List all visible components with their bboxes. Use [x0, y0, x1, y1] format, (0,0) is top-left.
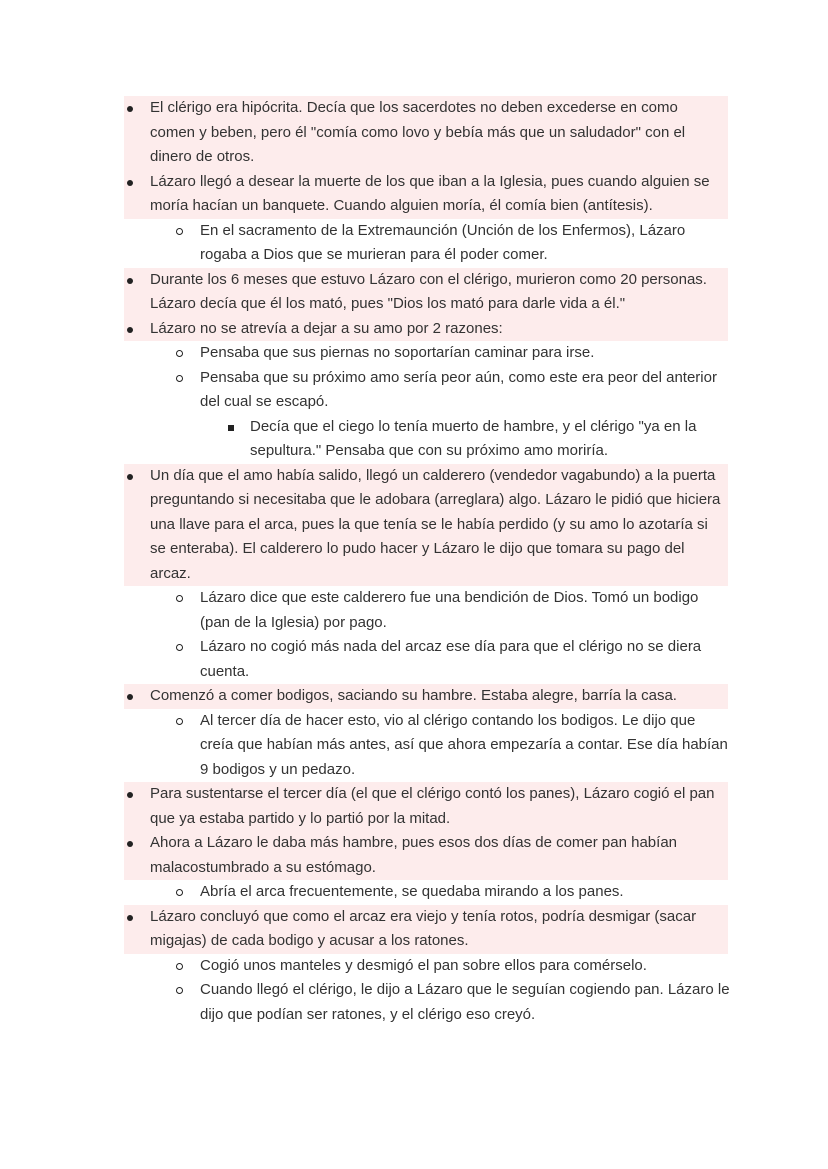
list-item-text: Cuando llegó el clérigo, le dijo a Lázaro que le seguían cogiendo pan. Lázaro le dijo que podían ser ratones, y el clérigo eso creyó. [200, 981, 730, 1023]
list-item [124, 782, 728, 831]
list-item-text: Lázaro no se atrevía a dejar a su amo por 2 razones: [150, 319, 503, 337]
list-item-text: Lázaro dice que este calderero fue una bendición de Dios. Tomó un bodigo (pan de la Iglesia) por pago. [200, 589, 699, 631]
list-item [174, 954, 734, 979]
list-item [224, 415, 728, 464]
list-item-text: Para sustentarse el tercer día (el que el clérigo contó los panes), Lázaro cogió el pan que ya estaba partido y lo partió por la mitad. [150, 785, 715, 827]
list-item-text: Lázaro no cogió más nada del arcaz ese día para que el clérigo no se diera cuenta. [200, 638, 702, 680]
list-item [124, 831, 728, 880]
list-item-text: Pensaba que su próximo amo sería peor aún, como este era peor del anterior del cual se escapó. [200, 368, 717, 410]
list-item [124, 170, 728, 219]
list-item [124, 464, 728, 587]
list-item-text: Ahora a Lázaro le daba más hambre, pues esos dos días de comer pan habían malacostumbrado a su estómago. [150, 834, 677, 876]
notes-page [0, 96, 828, 1027]
list-item [174, 880, 734, 905]
list-item [174, 978, 734, 1027]
list-item-text: Abría el arca frecuentemente, se quedaba mirando a los panes. [200, 883, 624, 900]
list-item [174, 635, 734, 684]
list-item [174, 341, 734, 366]
list-item [124, 317, 728, 342]
list-item [124, 96, 728, 170]
list-item [124, 905, 728, 954]
list-item-text: El clérigo era hipócrita. Decía que los sacerdotes no deben excederse en como comen y beben, pero él "comía como lovo y bebía más que un saludador" con el dinero de otros. [150, 99, 686, 165]
list-item [174, 219, 734, 268]
list-item-text: En el sacramento de la Extremaunción (Unción de los Enfermos), Lázaro rogaba a Dios que se murieran para él poder comer. [200, 221, 686, 263]
list-item-text: Comenzó a comer bodigos, saciando su hambre. Estaba alegre, barría la casa. [150, 687, 677, 704]
list-item [124, 684, 728, 709]
list-item [124, 268, 728, 317]
list-item [174, 709, 734, 783]
list-item-text: Cogió unos manteles y desmigó el pan sobre ellos para comérselo. [200, 956, 647, 974]
list-item-text: Pensaba que sus piernas no soportarían caminar para irse. [200, 344, 595, 361]
list-item-text: Lázaro concluyó que como el arcaz era viejo y tenía rotos, podría desmigar (sacar migajas) de cada bodigo y acusar a los ratones. [150, 907, 697, 949]
list-item [174, 366, 734, 415]
list-item-text: Durante los 6 meses que estuvo Lázaro con el clérigo, murieron como 20 personas. Lázaro decía que él los mató, pues "Dios los mató para darle vida a él." [150, 270, 707, 312]
list-item-text: Al tercer día de hacer esto, vio al clérigo contando los bodigos. Le dijo que creía que habían más antes, así que ahora empezaría a contar. Ese día habían 9 bodigos y un pedazo. [200, 711, 728, 778]
list-item-text: Lázaro llegó a desear la muerte de los que iban a la Iglesia, pues cuando alguien se moría hacían un banquete. Cuando alguien moría, él comía bien (antítesis). [150, 172, 710, 214]
list-item [174, 586, 734, 635]
list-item-text: Decía que el ciego lo tenía muerto de hambre, y el clérigo "ya en la sepultura." Pensaba que con su próximo amo moriría. [250, 417, 697, 459]
list-item-text: Un día que el amo había salido, llegó un calderero (vendedor vagabundo) a la puerta preguntando si necesitaba que le adobara (arreglara) algo. Lázaro le pidió que hiciera una llave para el arca, pues la que tenía se le había perdido (y su amo lo azotaría si se enteraba). El calderero lo pudo hacer y Lázaro le dijo que tomara su pago del arcaz. [150, 466, 721, 582]
